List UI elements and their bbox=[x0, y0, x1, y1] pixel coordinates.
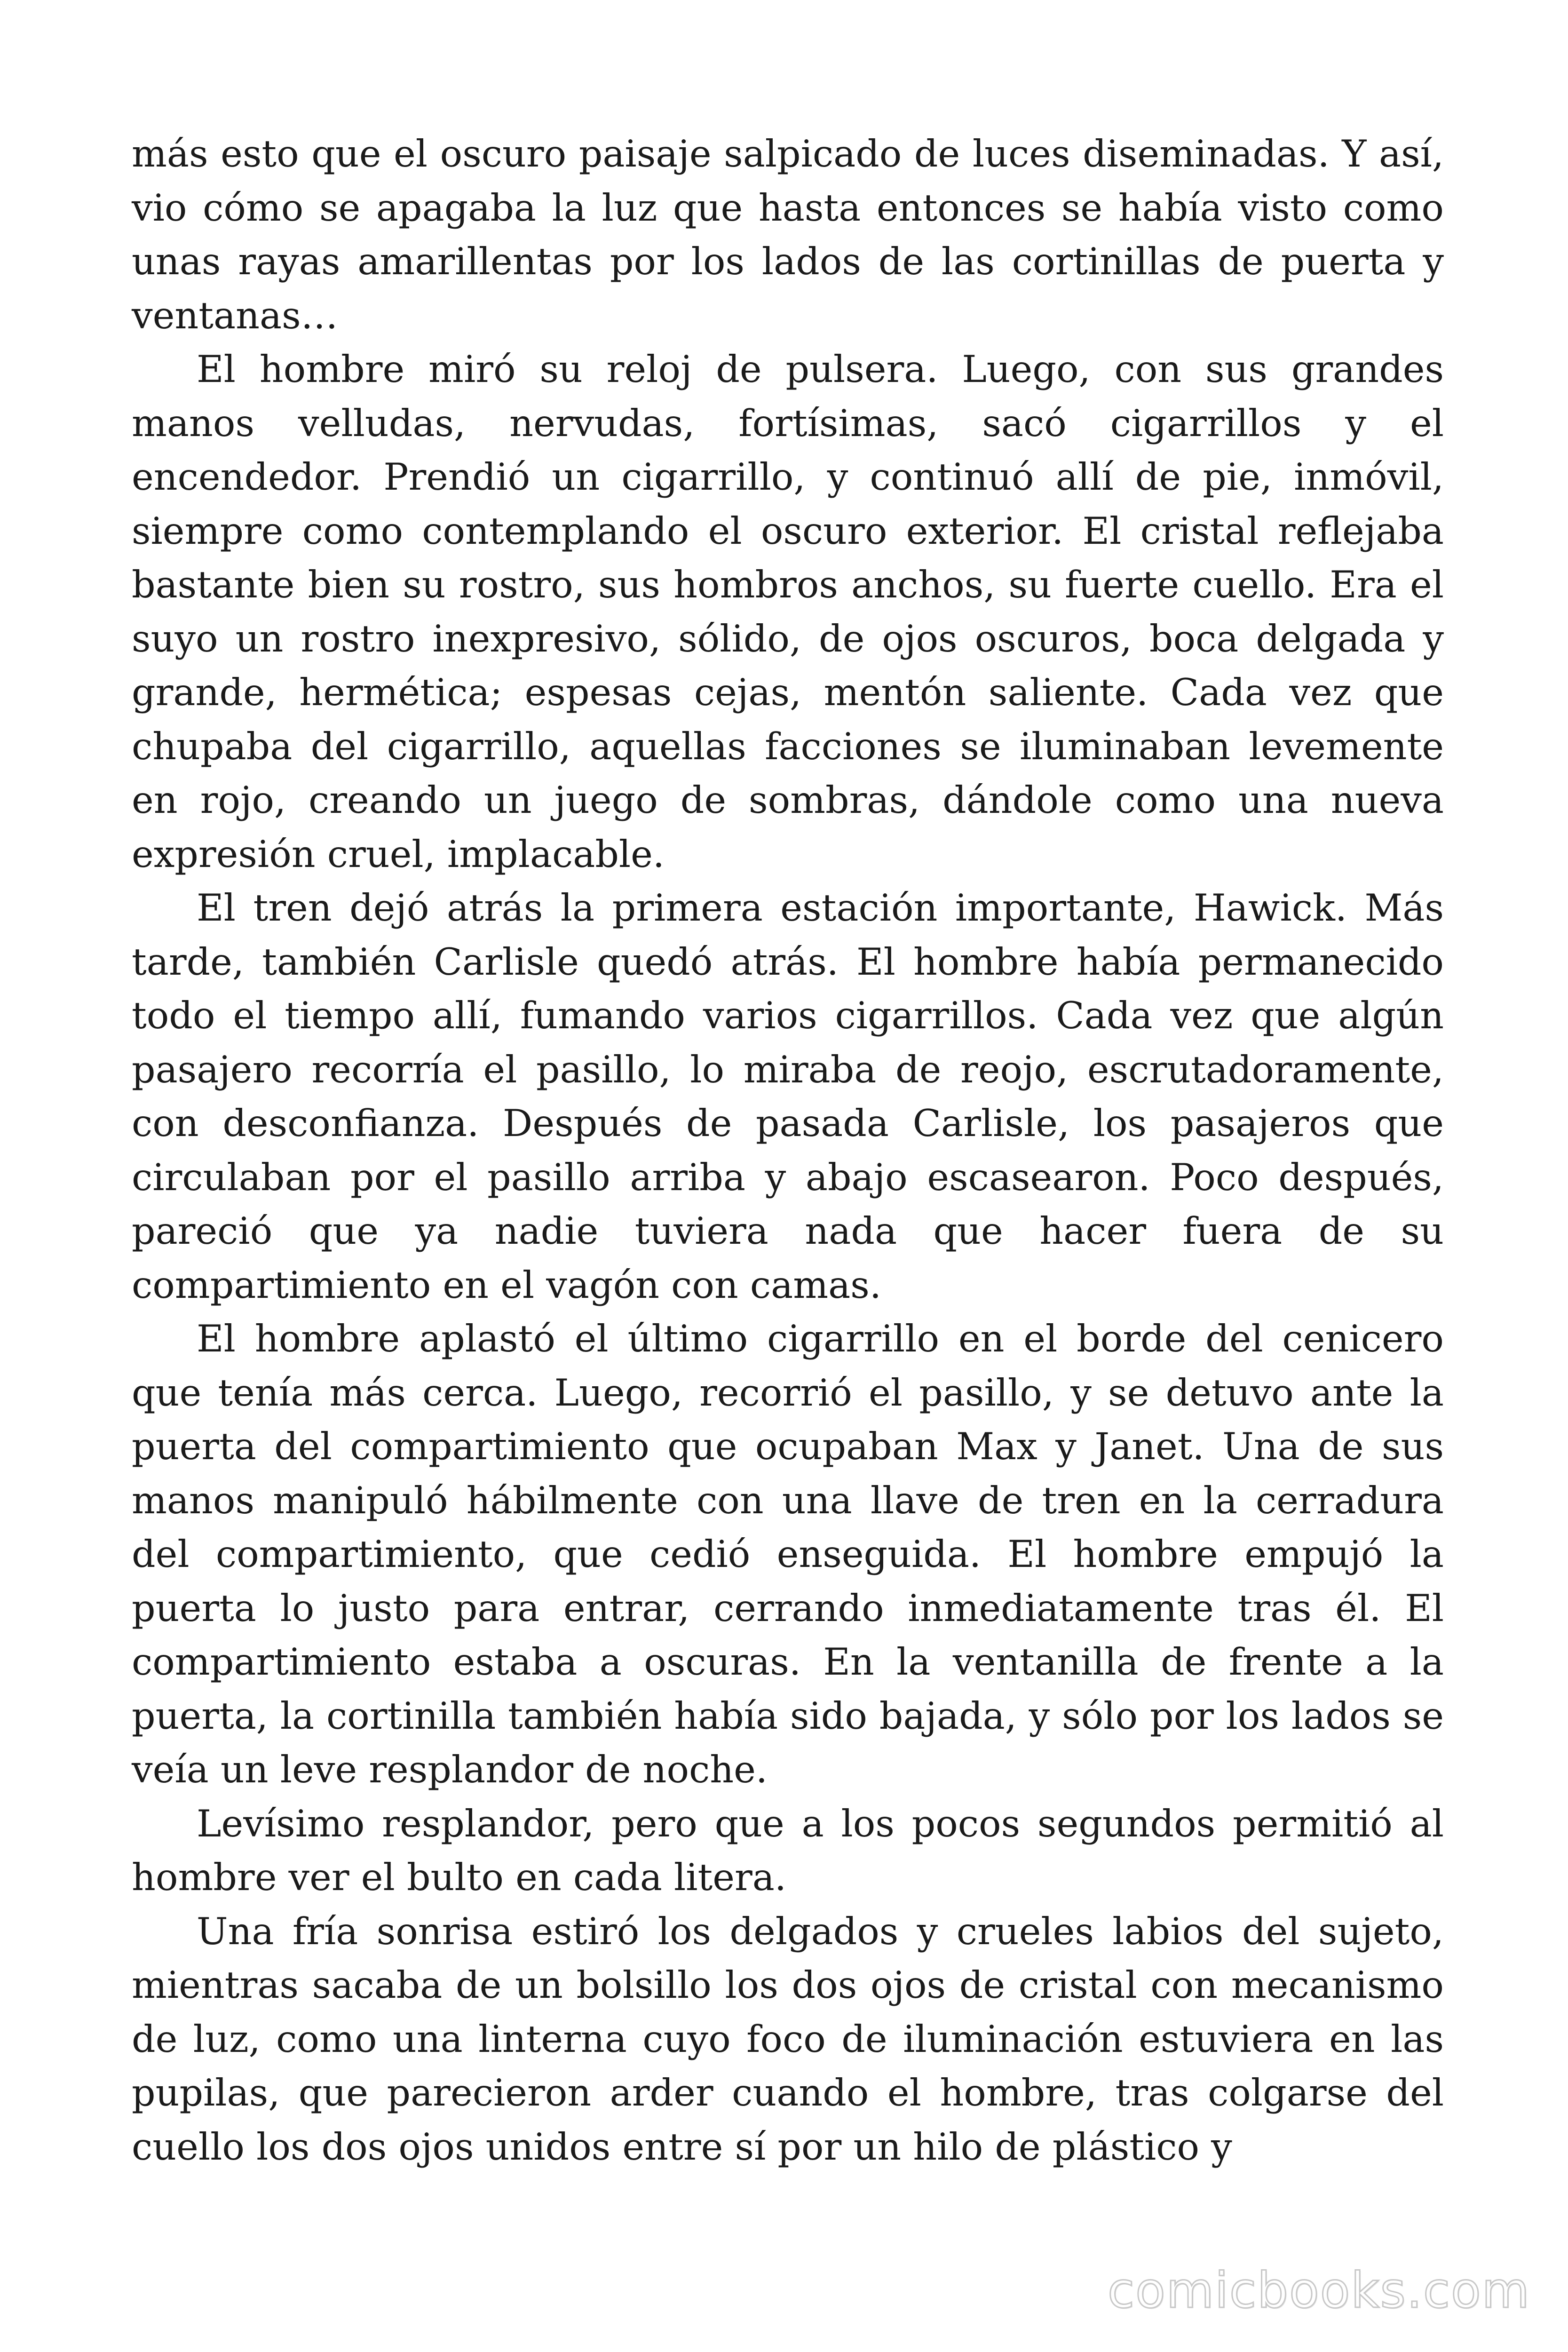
watermark: comicbooks.com bbox=[1107, 2262, 1530, 2319]
paragraph-5: Levísimo resplandor, pero que a los pocos segundos permitió al hombre ver el bulto en cada litera. bbox=[132, 1802, 1444, 1899]
paragraph-2: El hombre miró su reloj de pulsera. Luego, con sus grandes manos velludas, nervudas, fortísimas, sacó cigarrillos y el encendedor. Prendió un cigarrillo, y continuó allí de pie, inmóvil, siempre como contemplando el oscuro exterior. El cristal reflejaba bastante bien su rostro, sus hombros anchos, su fuerte cuello. Era el suyo un rostro inexpresivo, sólido, de ojos oscuros, boca delgada y grande, hermética; espesas cejas, mentón saliente. Cada vez que chupaba del cigarrillo, aquellas facciones se iluminaban levemente en rojo, creando un juego de sombras, dándole como una nueva expresión cruel, implacable. bbox=[132, 348, 1444, 876]
page-text bbox=[132, 127, 1444, 2174]
paragraph-4: El hombre aplastó el último cigarrillo en el borde del cenicero que tenía más cerca. Luego, recorrió el pasillo, y se detuvo ante la puerta del compartimiento que ocupaban Max y Janet. Una de sus manos manipuló hábilmente con una llave de tren en la cerradura del compartimiento, que cedió enseguida. El hombre empujó la puerta lo justo para entrar, cerrando inmediatamente tras él. El compartimiento estaba a oscuras. En la ventanilla de frente a la puerta, la cortinilla también había sido bajada, y sólo por los lados se veía un leve resplandor de noche. bbox=[132, 1317, 1444, 1791]
paragraph-1: más esto que el oscuro paisaje salpicado de luces diseminadas. Y así, vio cómo se apagaba la luz que hasta entonces se había visto como unas rayas amarillentas por los lados de las cortinillas de puerta y ventanas… bbox=[132, 132, 1444, 337]
paragraph-3: El tren dejó atrás la primera estación importante, Hawick. Más tarde, también Carlisle quedó atrás. El hombre había permanecido todo el tiempo allí, fumando varios cigarrillos. Cada vez que algún pasajero recorría el pasillo, lo miraba de reojo, escrutadoramente, con desconfianza. Después de pasada Carlisle, los pasajeros que circulaban por el pasillo arriba y abajo escasearon. Poco después, pareció que ya nadie tuviera nada que hacer fuera de su compartimiento en el vagón con camas. bbox=[132, 886, 1444, 1307]
paragraph-6: Una fría sonrisa estiró los delgados y crueles labios del sujeto, mientras sacaba de un bolsillo los dos ojos de cristal con mecanismo de luz, como una linterna cuyo foco de iluminación estuviera en las pupilas, que parecieron arder cuando el hombre, tras colgarse del cuello los dos ojos unidos entre sí por un hilo de plástico y bbox=[132, 1909, 1444, 2169]
